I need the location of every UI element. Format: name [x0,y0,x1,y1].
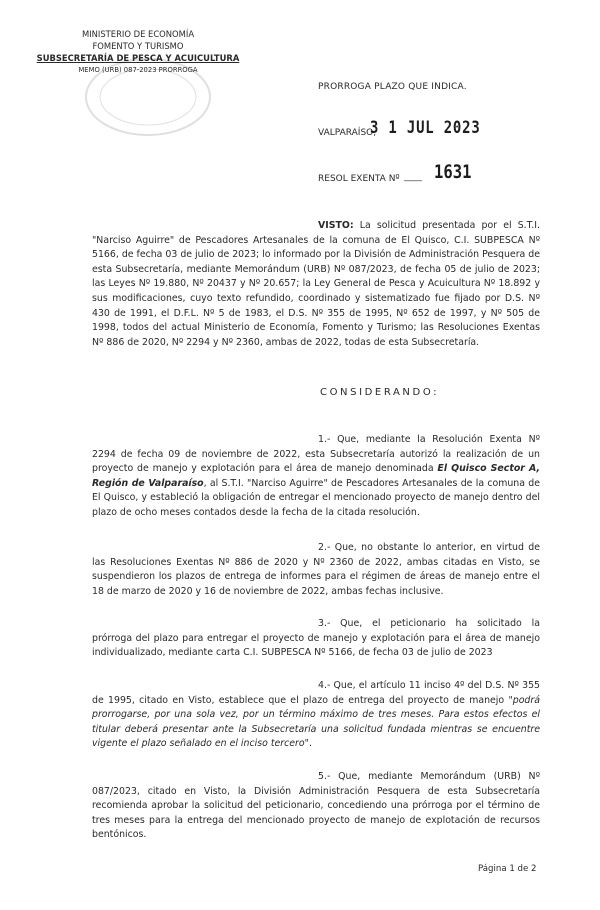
considerando-3: 3.- Que, el peticionario ha solicitado la prórroga del plazo para entregar el proyecto de manejo y explotación para el área de manejo individualizado, mediante carta C.I. SUBPESCA Nº 5166, de fecha 03 de julio de 2023 [92,618,540,659]
considerando-2: 2.- Que, no obstante lo anterior, en virtud de las Resoluciones Exentas Nº 886 de 2020 y Nº 2360 de 2022, ambas citadas en Visto, se suspendieron los plazos de entrega de informes para el régimen de áreas de manejo entre el 18 de marzo de 2020 y 16 de noviembre de 2022, ambas fechas inclusive. [92,542,540,597]
considerando-4-text-a: 4.- Que, el artículo 11 inciso 4º del D.S. Nº 355 de 1995, citado en Visto, establece que el plazo de entrega del proyecto de manejo [92,680,540,706]
area-name: El Quisco Sector A, Región de Valparaíso [92,463,540,489]
ministry-subtitle: FOMENTO Y TURISMO [92,41,184,51]
considerando-1 [92,433,540,521]
page-number: Página 1 de 2 [478,864,537,874]
visto-heading: VISTO: [318,220,354,231]
visto-text: La solicitud presentada por el S.T.I. "Narciso Aguirre" de Pescadores Artesanales de la comuna de El Quisco, C.I. SUBPESCA Nº 5166, de fecha 03 de julio de 2023; lo informado por la División de Administración Pesquera de esta Subsecretaría, mediante Memorándum (URB) Nº 087/2023, de fecha 05 de julio de 2023; las Leyes Nº 19.880, Nº 20437 y Nº 20.657; la Ley General de Pesca y Acuicultura Nº 18.892 y sus modificaciones, cuyo texto refundido, coordinado y sistematizado fue fijado por D.S. Nº 430 de 1991, el D.F.L. Nº 5 de 1983, el D.S. Nº 355 de 1995, Nº 652 de 1997, y Nº 505 de 1998, todos del actual Ministerio de Economía, Fomento y Turismo; las Resoluciones Exentas Nº 886 de 2020, Nº 2294 y Nº 2360, ambas de 2022, todas de esta Subsecretaría. [92,220,540,348]
date-label: VALPARAÍSO, [318,128,377,138]
undersecretariat-name: SUBSECRETARÍA DE PESCA Y ACUICULTURA [36,53,240,63]
memo-reference: MEMO (URB) 087-2023 PRORROGA [78,66,198,74]
document-subject: PRORROGA PLAZO QUE INDICA. [318,82,467,92]
resolution-blank-line: ____ [404,172,422,182]
considerando-1-text-b: , al S.T.I. "Narciso Aguirre" de Pescadores Artesanales de la comuna de El Quisco, y estableció la obligación de entregar el mencionado proyecto de manejo dentro del plazo de ocho meses contados desde la fecha de la citada resolución. [92,477,540,518]
visto-paragraph [92,219,540,350]
considerando-5: 5.- Que, mediante Memorándum (URB) Nº 087/2023, citado en Visto, la División Administración Pesquera de esta Subsecretaría recomienda aprobar la solicitud del peticionario, concediendo una prórroga por el término de tres meses para la entrega del mencionado proyecto de manejo de explotación de recursos bentónicos. [92,771,540,841]
resolution-label: RESOL EXENTA Nº [318,174,400,184]
considerando-title: CONSIDERANDO: [320,387,440,398]
ministry-name: MINISTERIO DE ECONOMÍA [81,29,195,39]
considerando-4 [92,679,540,752]
legal-quote: "podrá prorrogarse, por una sola vez, por un término máximo de tres meses. Para estos efectos el titular deberá presentar ante la Subsecretaría una solicitud fundada mientras se encuentre vigente el plazo señalado en el inciso tercero" [92,694,540,750]
considerando-1-text-a: 1.- Que, mediante la Resolución Exenta Nº 2294 de fecha 09 de noviembre de 2022, esta Subsecretaría autorizó la realización de un proyecto de manejo y explotación para el área de manejo denominada [92,434,540,475]
date-value: 3 1 JUL 2023 [370,118,481,138]
resolution-number: 1631 [434,161,472,183]
faint-seal-icon [78,52,218,142]
considerando-4-text-b: . [308,738,312,750]
